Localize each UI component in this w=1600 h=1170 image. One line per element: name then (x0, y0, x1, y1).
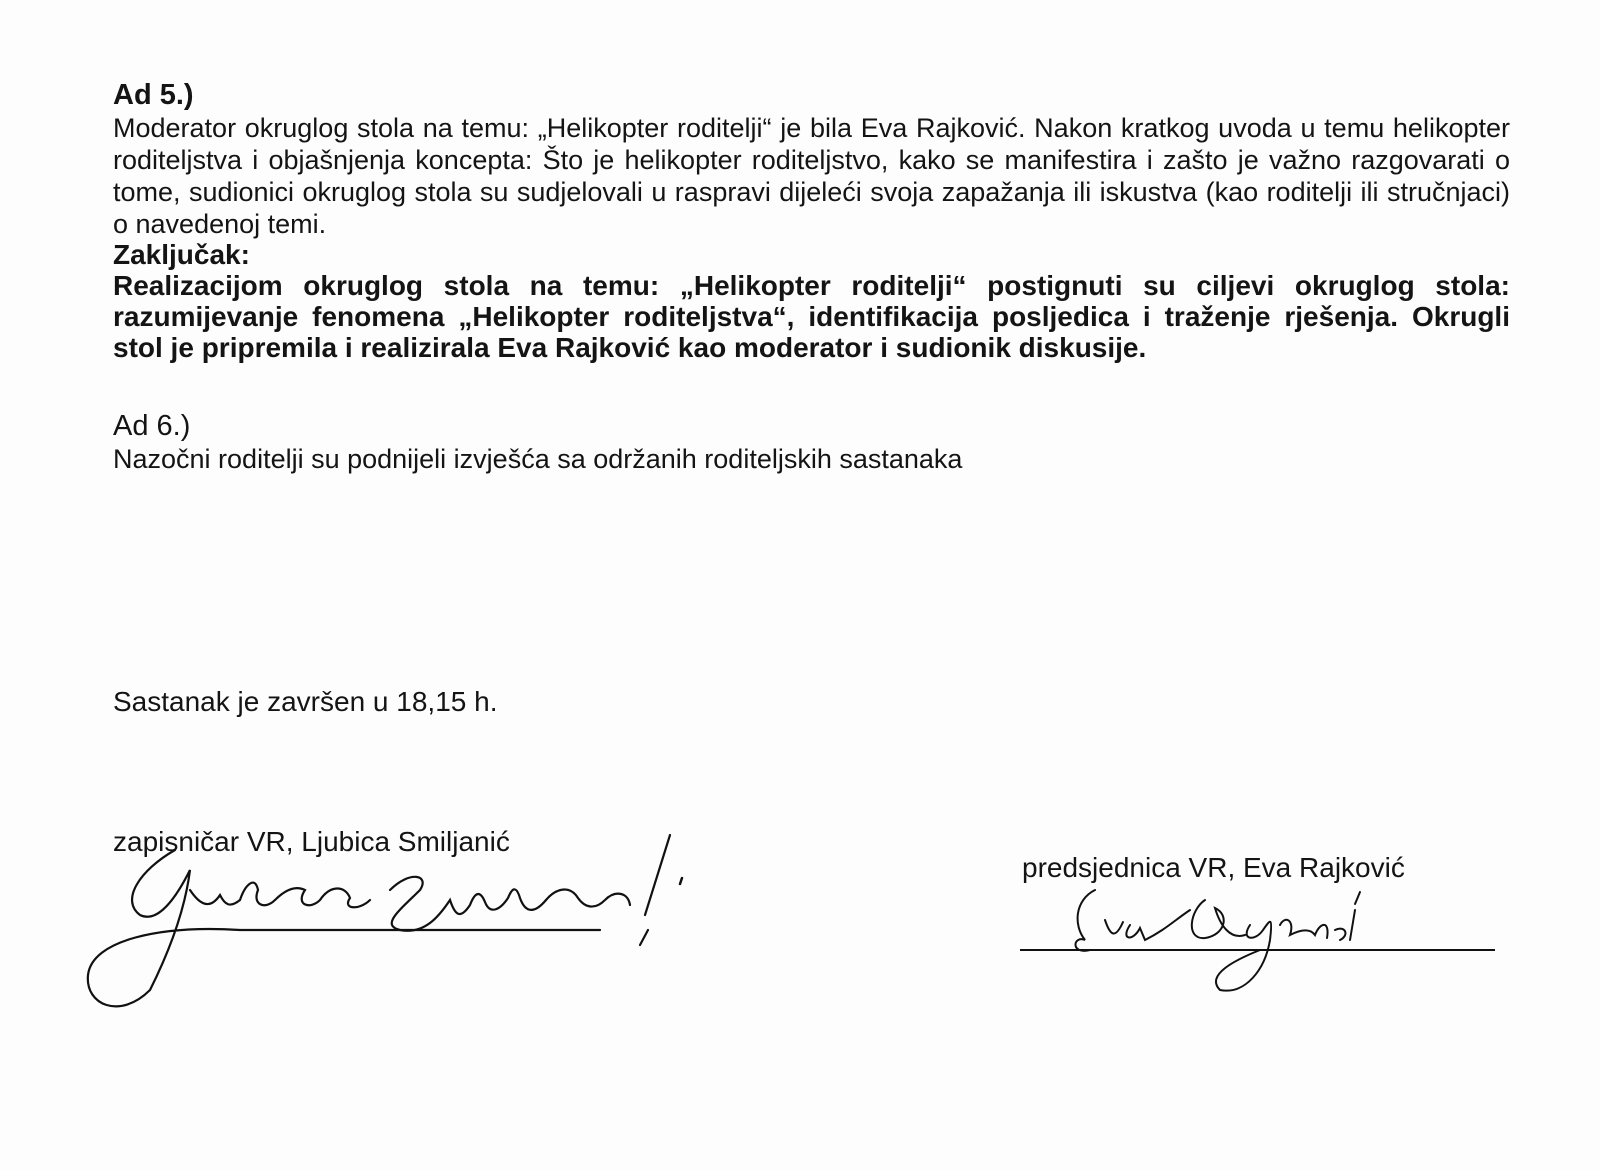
chairperson-label: predsjednica VR, Eva Rajković (1022, 852, 1405, 883)
conclusion-text: Realizacijom okruglog stola na temu: „Helikopter roditelji“ postignuti su ciljevi okruglog stola: razumijevanje fenomena „Helikopter roditeljstva“, identifikacija posljedica i traženje rješenja. Okrugli stol je pripremila i realizirala Eva Rajković kao moderator i sudionik diskusije. (113, 270, 1510, 363)
conclusion-label: Zaključak: (113, 239, 250, 270)
section-paragraph-ad5: Moderator okruglog stola na temu: „Helikopter roditelji“ je bila Eva Rajković. Nakon kratkog uvoda u temu helikopter roditeljstva i objašnjenja koncepta: Što je helikopter roditeljstvo, kako se manifestira i zašto je važno razgovarati o tome, sudionici okruglog stola su sudjelovali u raspravi dijeleći svoja zapažanja ili iskustva (kao roditelji ili stručnjaci) o navedenoj temi. (113, 113, 1510, 239)
section-heading-ad5: Ad 5.) (113, 79, 194, 111)
document-body (113, 78, 1510, 475)
section-heading-ad6: Ad 6.) (113, 410, 191, 442)
spacer (113, 363, 1510, 409)
recorder-signature (80, 830, 720, 1030)
recorder-label: zapisničar VR, Ljubica Smiljanić (113, 826, 510, 857)
chairperson-signature (1015, 880, 1515, 1020)
section-paragraph-ad6: Nazočni roditelji su podnijeli izvješća sa održanih roditeljskih sastanaka (113, 444, 963, 474)
closing-statement: Sastanak je završen u 18,15 h. (113, 686, 498, 717)
